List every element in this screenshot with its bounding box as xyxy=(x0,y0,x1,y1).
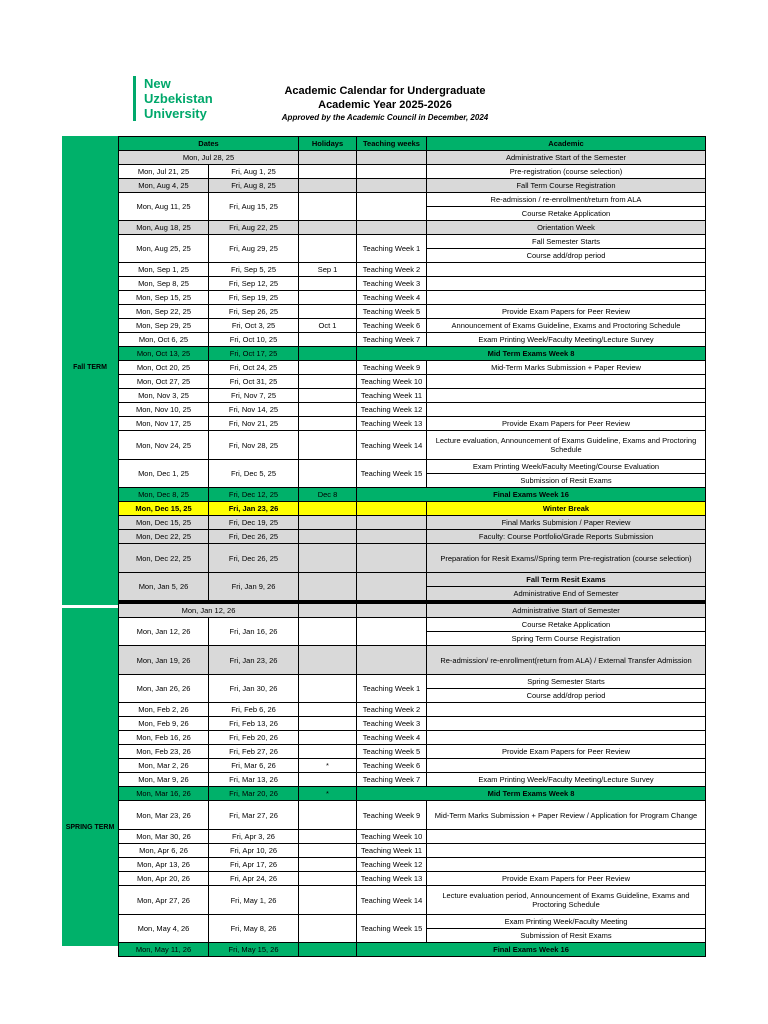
date-to-cell: Fri, Oct 3, 25 xyxy=(209,319,299,333)
teaching-week-cell: Teaching Week 12 xyxy=(357,858,427,872)
university-logo xyxy=(133,76,213,121)
header-holidays: Holidays xyxy=(299,137,357,151)
holiday-cell xyxy=(299,646,357,675)
academic-cell: Lecture evaluation period, Announcement of Exams Guideline, Exams and Proctoring Schedule xyxy=(427,886,706,915)
date-from-cell: Mon, Nov 3, 25 xyxy=(119,389,209,403)
academic-cell: Submission of Resit Exams xyxy=(427,474,706,488)
date-from-cell: Mon, Aug 18, 25 xyxy=(119,221,209,235)
date-to-cell: Fri, May 1, 26 xyxy=(209,886,299,915)
holiday-cell xyxy=(299,305,357,319)
header-dates: Dates xyxy=(119,137,299,151)
header-teaching-weeks: Teaching weeks xyxy=(357,137,427,151)
date-from-cell: Mon, Dec 15, 25 xyxy=(119,502,209,516)
academic-cell: Course add/drop period xyxy=(427,689,706,703)
date-to-cell: Fri, Dec 12, 25 xyxy=(209,488,299,502)
teaching-week-cell xyxy=(357,618,427,646)
date-from-cell: Mon, Dec 15, 25 xyxy=(119,516,209,530)
academic-cell: Exam Printing Week/Faculty Meeting/Lecture Survey xyxy=(427,773,706,787)
academic-cell: Course add/drop period xyxy=(427,249,706,263)
academic-cell xyxy=(427,858,706,872)
holiday-cell: Oct 1 xyxy=(299,319,357,333)
date-to-cell: Fri, Jan 23, 26 xyxy=(209,502,299,516)
holiday-cell xyxy=(299,235,357,263)
date-to-cell: Fri, Apr 3, 26 xyxy=(209,830,299,844)
holiday-cell xyxy=(299,703,357,717)
academic-cell: Mid-Term Marks Submission + Paper Review xyxy=(427,361,706,375)
date-from-cell: Mon, Nov 24, 25 xyxy=(119,431,209,460)
table-row xyxy=(119,305,706,319)
academic-cell xyxy=(427,731,706,745)
logo-line-3: University xyxy=(144,106,207,121)
date-to-cell: Fri, Feb 13, 26 xyxy=(209,717,299,731)
holiday-cell xyxy=(299,830,357,844)
academic-cell xyxy=(427,703,706,717)
academic-cell: Re-admission/ re-enrollment(return from ALA) / External Transfer Admission xyxy=(427,646,706,675)
holiday-cell xyxy=(299,179,357,193)
holiday-cell xyxy=(299,291,357,305)
holiday-cell xyxy=(299,277,357,291)
table-row xyxy=(119,618,706,632)
teaching-week-cell: Teaching Week 7 xyxy=(357,773,427,787)
date-from-cell: Mon, Oct 13, 25 xyxy=(119,347,209,361)
date-to-cell: Fri, Feb 20, 26 xyxy=(209,731,299,745)
academic-calendar-table xyxy=(118,136,706,957)
teaching-week-cell: Teaching Week 14 xyxy=(357,886,427,915)
date-from-cell: Mon, Nov 10, 25 xyxy=(119,403,209,417)
date-to-cell: Fri, May 8, 26 xyxy=(209,915,299,943)
table-row xyxy=(119,886,706,915)
holiday-cell xyxy=(299,460,357,488)
date-span-cell: Mon, Jan 12, 26 xyxy=(119,604,299,618)
document-header xyxy=(250,84,520,123)
holiday-cell xyxy=(299,915,357,943)
table-row xyxy=(119,403,706,417)
date-from-cell: Mon, Sep 29, 25 xyxy=(119,319,209,333)
table-row xyxy=(119,943,706,957)
academic-cell: Pre-registration (course selection) xyxy=(427,165,706,179)
holiday-cell xyxy=(299,943,357,957)
teaching-week-cell: Teaching Week 2 xyxy=(357,703,427,717)
teaching-week-cell xyxy=(357,151,427,165)
table-row xyxy=(119,221,706,235)
table-row xyxy=(119,179,706,193)
teaching-week-cell: Teaching Week 10 xyxy=(357,830,427,844)
academic-cell: Administrative Start of the Semester xyxy=(427,151,706,165)
table-row xyxy=(119,530,706,544)
teaching-week-cell: Teaching Week 12 xyxy=(357,403,427,417)
table-row xyxy=(119,333,706,347)
date-to-cell: Fri, Mar 20, 26 xyxy=(209,787,299,801)
table-row xyxy=(119,460,706,474)
table-row xyxy=(119,745,706,759)
academic-cell: Provide Exam Papers for Peer Review xyxy=(427,305,706,319)
teaching-week-cell: Teaching Week 6 xyxy=(357,759,427,773)
holiday-cell xyxy=(299,886,357,915)
teaching-week-cell xyxy=(357,193,427,221)
fall-term-label-cell xyxy=(62,136,118,605)
academic-cell: Exam Printing Week/Faculty Meeting/Course Evaluation xyxy=(427,460,706,474)
teaching-week-cell xyxy=(357,165,427,179)
table-row xyxy=(119,277,706,291)
date-to-cell: Fri, Oct 10, 25 xyxy=(209,333,299,347)
date-from-cell: Mon, May 4, 26 xyxy=(119,915,209,943)
holiday-cell xyxy=(299,858,357,872)
date-to-cell: Fri, Aug 1, 25 xyxy=(209,165,299,179)
holiday-cell: Sep 1 xyxy=(299,263,357,277)
holiday-cell xyxy=(299,516,357,530)
date-from-cell: Mon, Aug 25, 25 xyxy=(119,235,209,263)
table-row xyxy=(119,787,706,801)
table-row xyxy=(119,291,706,305)
teaching-week-cell xyxy=(357,516,427,530)
date-to-cell: Fri, Aug 15, 25 xyxy=(209,193,299,221)
table-row xyxy=(119,193,706,207)
table-row xyxy=(119,375,706,389)
academic-cell xyxy=(427,277,706,291)
teaching-week-cell: Teaching Week 4 xyxy=(357,291,427,305)
date-from-cell: Mon, Feb 16, 26 xyxy=(119,731,209,745)
table-row xyxy=(119,516,706,530)
table-header-row xyxy=(119,137,706,151)
date-from-cell: Mon, Mar 23, 26 xyxy=(119,801,209,830)
date-from-cell: Mon, Feb 23, 26 xyxy=(119,745,209,759)
table-row xyxy=(119,915,706,929)
table-row xyxy=(119,573,706,587)
academic-cell: Faculty: Course Portfolio/Grade Reports Submission xyxy=(427,530,706,544)
holiday-cell xyxy=(299,717,357,731)
academic-cell: Exam Printing Week/Faculty Meeting/Lecture Survey xyxy=(427,333,706,347)
date-from-cell: Mon, Jan 26, 26 xyxy=(119,675,209,703)
holiday-cell: * xyxy=(299,759,357,773)
teaching-week-cell: Teaching Week 15 xyxy=(357,460,427,488)
date-from-cell: Mon, Oct 27, 25 xyxy=(119,375,209,389)
date-from-cell: Mon, Nov 17, 25 xyxy=(119,417,209,431)
date-from-cell: Mon, Apr 13, 26 xyxy=(119,858,209,872)
holiday-cell xyxy=(299,389,357,403)
teaching-week-cell: Teaching Week 13 xyxy=(357,417,427,431)
teaching-week-cell: Teaching Week 5 xyxy=(357,745,427,759)
teaching-week-cell xyxy=(357,530,427,544)
date-from-cell: Mon, Feb 2, 26 xyxy=(119,703,209,717)
date-to-cell: Fri, Jan 23, 26 xyxy=(209,646,299,675)
academic-cell: Final Exams Week 16 xyxy=(357,943,706,957)
holiday-cell xyxy=(299,801,357,830)
date-to-cell: Fri, Jan 16, 26 xyxy=(209,618,299,646)
holiday-cell xyxy=(299,431,357,460)
academic-cell xyxy=(427,263,706,277)
teaching-week-cell xyxy=(357,179,427,193)
table-row xyxy=(119,731,706,745)
teaching-week-cell: Teaching Week 1 xyxy=(357,235,427,263)
academic-cell: Administrative End of Semester xyxy=(427,587,706,601)
date-to-cell: Fri, Apr 10, 26 xyxy=(209,844,299,858)
teaching-week-cell: Teaching Week 10 xyxy=(357,375,427,389)
date-from-cell: Mon, Jan 19, 26 xyxy=(119,646,209,675)
date-to-cell: Fri, Nov 21, 25 xyxy=(209,417,299,431)
holiday-cell xyxy=(299,417,357,431)
holiday-cell xyxy=(299,375,357,389)
table-row xyxy=(119,801,706,830)
teaching-week-cell: Teaching Week 11 xyxy=(357,844,427,858)
holiday-cell xyxy=(299,604,357,618)
table-row xyxy=(119,263,706,277)
table-row xyxy=(119,773,706,787)
holiday-cell xyxy=(299,731,357,745)
academic-cell: Fall Term Course Registration xyxy=(427,179,706,193)
academic-cell: Final Exams Week 16 xyxy=(357,488,706,502)
teaching-week-cell: Teaching Week 5 xyxy=(357,305,427,319)
holiday-cell xyxy=(299,872,357,886)
academic-cell xyxy=(427,717,706,731)
date-to-cell: Fri, Aug 8, 25 xyxy=(209,179,299,193)
table-row xyxy=(119,717,706,731)
date-to-cell: Fri, Oct 17, 25 xyxy=(209,347,299,361)
document-title-line-2: Academic Year 2025-2026 xyxy=(318,99,452,111)
holiday-cell xyxy=(299,151,357,165)
table-row xyxy=(119,347,706,361)
holiday-cell xyxy=(299,773,357,787)
date-from-cell: Mon, Apr 6, 26 xyxy=(119,844,209,858)
academic-cell: Administrative Start of Semester xyxy=(427,604,706,618)
holiday-cell xyxy=(299,333,357,347)
teaching-week-cell xyxy=(357,573,427,601)
date-to-cell: Fri, Jan 9, 26 xyxy=(209,573,299,601)
academic-cell xyxy=(427,375,706,389)
academic-cell: Provide Exam Papers for Peer Review xyxy=(427,417,706,431)
academic-cell xyxy=(427,389,706,403)
table-row xyxy=(119,165,706,179)
date-to-cell: Fri, Jan 30, 26 xyxy=(209,675,299,703)
teaching-week-cell: Teaching Week 9 xyxy=(357,801,427,830)
table-row xyxy=(119,830,706,844)
academic-cell: Exam Printing Week/Faculty Meeting xyxy=(427,915,706,929)
holiday-cell: Dec 8 xyxy=(299,488,357,502)
academic-cell: Final Marks Submision / Paper Review xyxy=(427,516,706,530)
teaching-week-cell: Teaching Week 6 xyxy=(357,319,427,333)
academic-cell: Winter Break xyxy=(427,502,706,516)
date-from-cell: Mon, Mar 30, 26 xyxy=(119,830,209,844)
academic-cell: Mid Term Exams Week 8 xyxy=(357,347,706,361)
table-row xyxy=(119,604,706,618)
academic-cell: Spring Semester Starts xyxy=(427,675,706,689)
teaching-week-cell: Teaching Week 13 xyxy=(357,872,427,886)
holiday-cell xyxy=(299,573,357,601)
date-to-cell: Fri, Sep 5, 25 xyxy=(209,263,299,277)
date-from-cell: Mon, Apr 27, 26 xyxy=(119,886,209,915)
teaching-week-cell xyxy=(357,502,427,516)
teaching-week-cell: Teaching Week 15 xyxy=(357,915,427,943)
holiday-cell: * xyxy=(299,787,357,801)
academic-cell: Course Retake Application xyxy=(427,207,706,221)
holiday-cell xyxy=(299,221,357,235)
date-from-cell: Mon, Sep 8, 25 xyxy=(119,277,209,291)
date-from-cell: Mon, Oct 6, 25 xyxy=(119,333,209,347)
table-row xyxy=(119,151,706,165)
date-from-cell: Mon, Apr 20, 26 xyxy=(119,872,209,886)
date-from-cell: Mon, May 11, 26 xyxy=(119,943,209,957)
academic-cell: Spring Term Course Registration xyxy=(427,632,706,646)
table-row xyxy=(119,872,706,886)
table-row xyxy=(119,488,706,502)
teaching-week-cell: Teaching Week 1 xyxy=(357,675,427,703)
date-to-cell: Fri, Apr 24, 26 xyxy=(209,872,299,886)
academic-cell xyxy=(427,759,706,773)
academic-cell: Orientation Week xyxy=(427,221,706,235)
date-from-cell: Mon, Jul 21, 25 xyxy=(119,165,209,179)
date-span-cell: Mon, Jul 28, 25 xyxy=(119,151,299,165)
academic-cell: Mid Term Exams Week 8 xyxy=(357,787,706,801)
date-to-cell: Fri, Mar 13, 26 xyxy=(209,773,299,787)
header-academic: Academic xyxy=(427,137,706,151)
date-to-cell: Fri, Mar 27, 26 xyxy=(209,801,299,830)
teaching-week-cell: Teaching Week 3 xyxy=(357,717,427,731)
date-to-cell: Fri, Feb 27, 26 xyxy=(209,745,299,759)
calendar-table-body xyxy=(119,137,706,957)
date-to-cell: Fri, Sep 26, 25 xyxy=(209,305,299,319)
academic-cell xyxy=(427,291,706,305)
teaching-week-cell: Teaching Week 14 xyxy=(357,431,427,460)
table-row xyxy=(119,544,706,573)
academic-cell: Announcement of Exams Guideline, Exams and Proctoring Schedule xyxy=(427,319,706,333)
table-row xyxy=(119,858,706,872)
date-to-cell: Fri, Sep 12, 25 xyxy=(209,277,299,291)
teaching-week-cell: Teaching Week 9 xyxy=(357,361,427,375)
holiday-cell xyxy=(299,193,357,221)
holiday-cell xyxy=(299,502,357,516)
date-from-cell: Mon, Sep 22, 25 xyxy=(119,305,209,319)
date-to-cell: Fri, Dec 19, 25 xyxy=(209,516,299,530)
table-row xyxy=(119,361,706,375)
teaching-week-cell xyxy=(357,221,427,235)
holiday-cell xyxy=(299,403,357,417)
table-row xyxy=(119,389,706,403)
academic-cell xyxy=(427,403,706,417)
date-to-cell: Fri, Dec 26, 25 xyxy=(209,544,299,573)
date-to-cell: Fri, Aug 29, 25 xyxy=(209,235,299,263)
spring-term-label-cell xyxy=(62,608,118,946)
date-to-cell: Fri, May 15, 26 xyxy=(209,943,299,957)
date-from-cell: Mon, Dec 22, 25 xyxy=(119,544,209,573)
holiday-cell xyxy=(299,530,357,544)
teaching-week-cell xyxy=(357,646,427,675)
table-row xyxy=(119,417,706,431)
date-to-cell: Fri, Sep 19, 25 xyxy=(209,291,299,305)
holiday-cell xyxy=(299,844,357,858)
holiday-cell xyxy=(299,347,357,361)
table-row xyxy=(119,703,706,717)
academic-cell: Fall Term Resit Exams xyxy=(427,573,706,587)
date-from-cell: Mon, Mar 2, 26 xyxy=(119,759,209,773)
teaching-week-cell: Teaching Week 7 xyxy=(357,333,427,347)
table-row xyxy=(119,844,706,858)
document-title-line-1: Academic Calendar for Undergraduate xyxy=(284,85,486,97)
date-to-cell: Fri, Oct 31, 25 xyxy=(209,375,299,389)
date-to-cell: Fri, Dec 26, 25 xyxy=(209,530,299,544)
spring-term-label: SPRING TERM xyxy=(65,824,115,831)
teaching-week-cell: Teaching Week 3 xyxy=(357,277,427,291)
academic-cell: Submission of Resit Exams xyxy=(427,929,706,943)
date-from-cell: Mon, Mar 9, 26 xyxy=(119,773,209,787)
date-to-cell: Fri, Nov 14, 25 xyxy=(209,403,299,417)
table-row xyxy=(119,235,706,249)
academic-cell: Mid-Term Marks Submission + Paper Review / Application for Program Change xyxy=(427,801,706,830)
academic-cell: Lecture evaluation, Announcement of Exams Guideline, Exams and Proctoring Schedule xyxy=(427,431,706,460)
date-from-cell: Mon, Dec 8, 25 xyxy=(119,488,209,502)
teaching-week-cell: Teaching Week 2 xyxy=(357,263,427,277)
date-from-cell: Mon, Sep 15, 25 xyxy=(119,291,209,305)
academic-cell xyxy=(427,830,706,844)
teaching-week-cell: Teaching Week 4 xyxy=(357,731,427,745)
date-to-cell: Fri, Oct 24, 25 xyxy=(209,361,299,375)
table-row xyxy=(119,319,706,333)
academic-cell: Course Retake Application xyxy=(427,618,706,632)
date-from-cell: Mon, Feb 9, 26 xyxy=(119,717,209,731)
date-from-cell: Mon, Aug 11, 25 xyxy=(119,193,209,221)
logo-line-1: New xyxy=(144,76,171,91)
academic-cell xyxy=(427,844,706,858)
fall-term-label: Fall TERM xyxy=(73,364,107,371)
date-to-cell: Fri, Apr 17, 26 xyxy=(209,858,299,872)
logo-line-2: Uzbekistan xyxy=(144,91,213,106)
table-row xyxy=(119,431,706,460)
date-from-cell: Mon, Jan 12, 26 xyxy=(119,618,209,646)
academic-cell: Preparation for Resit Exams//Spring term Pre-registration (course selection) xyxy=(427,544,706,573)
date-to-cell: Fri, Nov 7, 25 xyxy=(209,389,299,403)
holiday-cell xyxy=(299,544,357,573)
teaching-week-cell: Teaching Week 11 xyxy=(357,389,427,403)
academic-cell: Re-admission / re-enrollment/return from ALA xyxy=(427,193,706,207)
approval-note: Approved by the Academic Council in December, 2024 xyxy=(281,113,489,122)
date-to-cell: Fri, Mar 6, 26 xyxy=(209,759,299,773)
date-to-cell: Fri, Nov 28, 25 xyxy=(209,431,299,460)
holiday-cell xyxy=(299,745,357,759)
date-from-cell: Mon, Aug 4, 25 xyxy=(119,179,209,193)
table-row xyxy=(119,675,706,689)
date-from-cell: Mon, Jan 5, 26 xyxy=(119,573,209,601)
date-from-cell: Mon, Sep 1, 25 xyxy=(119,263,209,277)
date-to-cell: Fri, Dec 5, 25 xyxy=(209,460,299,488)
date-from-cell: Mon, Dec 22, 25 xyxy=(119,530,209,544)
date-to-cell: Fri, Aug 22, 25 xyxy=(209,221,299,235)
teaching-week-cell xyxy=(357,544,427,573)
holiday-cell xyxy=(299,675,357,703)
table-row xyxy=(119,502,706,516)
holiday-cell xyxy=(299,165,357,179)
academic-cell: Fall Semester Starts xyxy=(427,235,706,249)
date-from-cell: Mon, Dec 1, 25 xyxy=(119,460,209,488)
date-from-cell: Mon, Mar 16, 26 xyxy=(119,787,209,801)
table-row xyxy=(119,646,706,675)
date-to-cell: Fri, Feb 6, 26 xyxy=(209,703,299,717)
holiday-cell xyxy=(299,361,357,375)
academic-cell: Provide Exam Papers for Peer Review xyxy=(427,872,706,886)
table-row xyxy=(119,759,706,773)
date-from-cell: Mon, Oct 20, 25 xyxy=(119,361,209,375)
academic-cell: Provide Exam Papers for Peer Review xyxy=(427,745,706,759)
teaching-week-cell xyxy=(357,604,427,618)
holiday-cell xyxy=(299,618,357,646)
